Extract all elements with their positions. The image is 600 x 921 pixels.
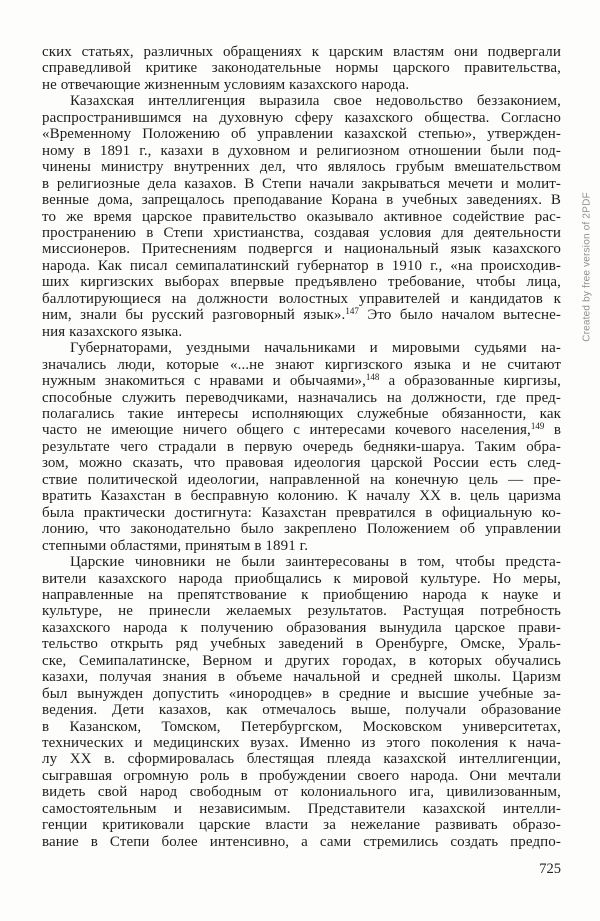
text-line: нужным знакомиться с нравами и обычаями»,$^{148}$ а образованные киргизы,: [42, 372, 561, 390]
text-line: была практически достигнута: Казахстан превратился в официальную ко-: [42, 504, 561, 521]
text-line: чинены министру внутренних дел, что являлось грубым вмешательством: [42, 159, 561, 176]
paragraph: [42, 340, 561, 554]
footnote-marker: 147: [345, 306, 359, 317]
text-line: Казахская интеллигенция выразила свое недовольство беззаконием,: [70, 93, 561, 110]
text-line: лонию, что законодательно было закреплено Положением об управлении: [42, 521, 561, 538]
text-line: казахского народа к получению образования вынудила царское прави-: [42, 619, 561, 636]
text-line: то же время царское правительство оказывало активное содействие рас-: [42, 208, 561, 225]
text-line: генции критиковали царские власти за нежелание развивать образо-: [42, 817, 561, 834]
text-line: видеть свой народ свободным от колониального ига, цивилизованным,: [42, 784, 561, 801]
text-line: венные дома, запрещалось преподавание Корана в учебных заведениях. В: [42, 192, 561, 209]
text-line: ному в 1891 г., казахи в духовном и религиозном отношении были под-: [42, 142, 561, 159]
text-line: баллотирующиеся на должности волостных управителей и кандидатов к: [42, 290, 561, 307]
text-line: ших киргизских выборах впервые предъявлено требование, чтобы лица,: [42, 274, 561, 291]
text-line: Губернаторами, уездными начальниками и мировыми судьями на-: [70, 340, 561, 357]
text-line: не отвечающие жизненным условиям казахского народа.: [42, 76, 410, 93]
text-line: культуре, не принесли желаемых результатов. Растущая потребность: [42, 603, 561, 620]
text-line: результате чего страдали в первую очередь бедняки-шаруа. Таким обра-: [42, 438, 561, 455]
footnote-marker: 148: [365, 372, 380, 383]
text-line: миссионеров. Притеснениям подвергся и национальный язык казахского: [42, 241, 561, 258]
text-line: ских статьях, различных обращениях к царским властям они подвергали: [42, 44, 561, 60]
text-line: ния казахского языка.: [42, 323, 183, 340]
watermark: Created by free version of 2PDF: [581, 192, 593, 342]
text-line: полагались такие интересы исполняющих служебные обязанности, как: [42, 405, 561, 422]
text-line: ведения. Дети казахов, как отмечалось выше, получали образование: [42, 702, 561, 719]
text-line: самостоятельным и независимым. Представители казахской интелли-: [42, 800, 561, 817]
text-line: вратить Казахстан в бесправную колонию. К началу XX в. цель царизма: [42, 488, 561, 505]
text-line: был вынужден допустить «инородцев» в средние и высшие учебные за-: [42, 685, 561, 702]
text-line: распространившимся на духовную сферу казахского общества. Согласно: [42, 109, 561, 126]
text-line: значались люди, которые «...не знают киргизского языка и не считают: [42, 356, 561, 373]
page-number: 725: [539, 861, 561, 877]
paragraph: [42, 44, 561, 93]
text-line: сыгравшая огромную роль в пробуждении своего народа. Они мечтали: [42, 767, 561, 784]
text-line: направленные на препятствование к приобщению народа к науке и: [42, 586, 561, 603]
text-line: «Временному Положению об управлении казахской степью», утвержден-: [42, 126, 561, 143]
text-line: лу XX в. сформировалась блестящая плеяда казахской интеллигенции,: [42, 751, 561, 768]
text-line: технических и медицинских вузах. Именно из этого поколения к нача-: [42, 735, 561, 752]
text-line: Царские чиновники не были заинтересованы в том, чтобы предста-: [70, 554, 561, 571]
text-line: казахи, получая знания в объеме начальной и средней школы. Царизм: [42, 669, 561, 686]
text-line: пространению в Степи христианства, создавая условия для деятельности: [42, 224, 561, 241]
footnote-marker: 149: [530, 421, 545, 432]
text-block: [42, 44, 561, 850]
paragraph: [42, 93, 561, 340]
text-line: ним, знали бы русский разговорный язык».$^{147}$ Это было началом вытесне-: [42, 306, 562, 324]
text-line: ске, Семипалатинске, Верном и других городах, в которых обучались: [42, 652, 561, 669]
text-line: народа. Как писал семипалатинский губернатор в 1910 г., «на происходив-: [42, 257, 561, 274]
text-line: зом, можно сказать, что правовая идеология царской России есть след-: [42, 455, 561, 472]
text-line: способные служить переводчиками, назначались на должности, где пред-: [42, 389, 561, 406]
text-line: в религиозные дела казахов. В Степи начали закрываться мечети и молит-: [42, 175, 561, 192]
text-line: в Казанском, Томском, Петербургском, Московском университетах,: [42, 718, 561, 735]
text-line: вители казахского народа приобщались к мировой культуре. Но меры,: [42, 570, 561, 587]
text-line: справедливой критике законодательные нормы царского правительства,: [42, 60, 561, 77]
text-line: тельство открыть ряд учебных заведений в Оренбурге, Омске, Ураль-: [42, 636, 561, 653]
paragraph: [42, 554, 561, 850]
text-line: степными областями, принятым в 1891 г.: [42, 537, 309, 554]
text-line: вание в Степи более интенсивно, а сами стремились создать предпо-: [42, 833, 561, 850]
text-line: ствие политической идеологии, направленной на конечную цель — пре-: [42, 471, 561, 488]
text-line: часто не имеющие ничего общего с интересами кочевого населения,$^{149}$ в: [42, 421, 561, 439]
